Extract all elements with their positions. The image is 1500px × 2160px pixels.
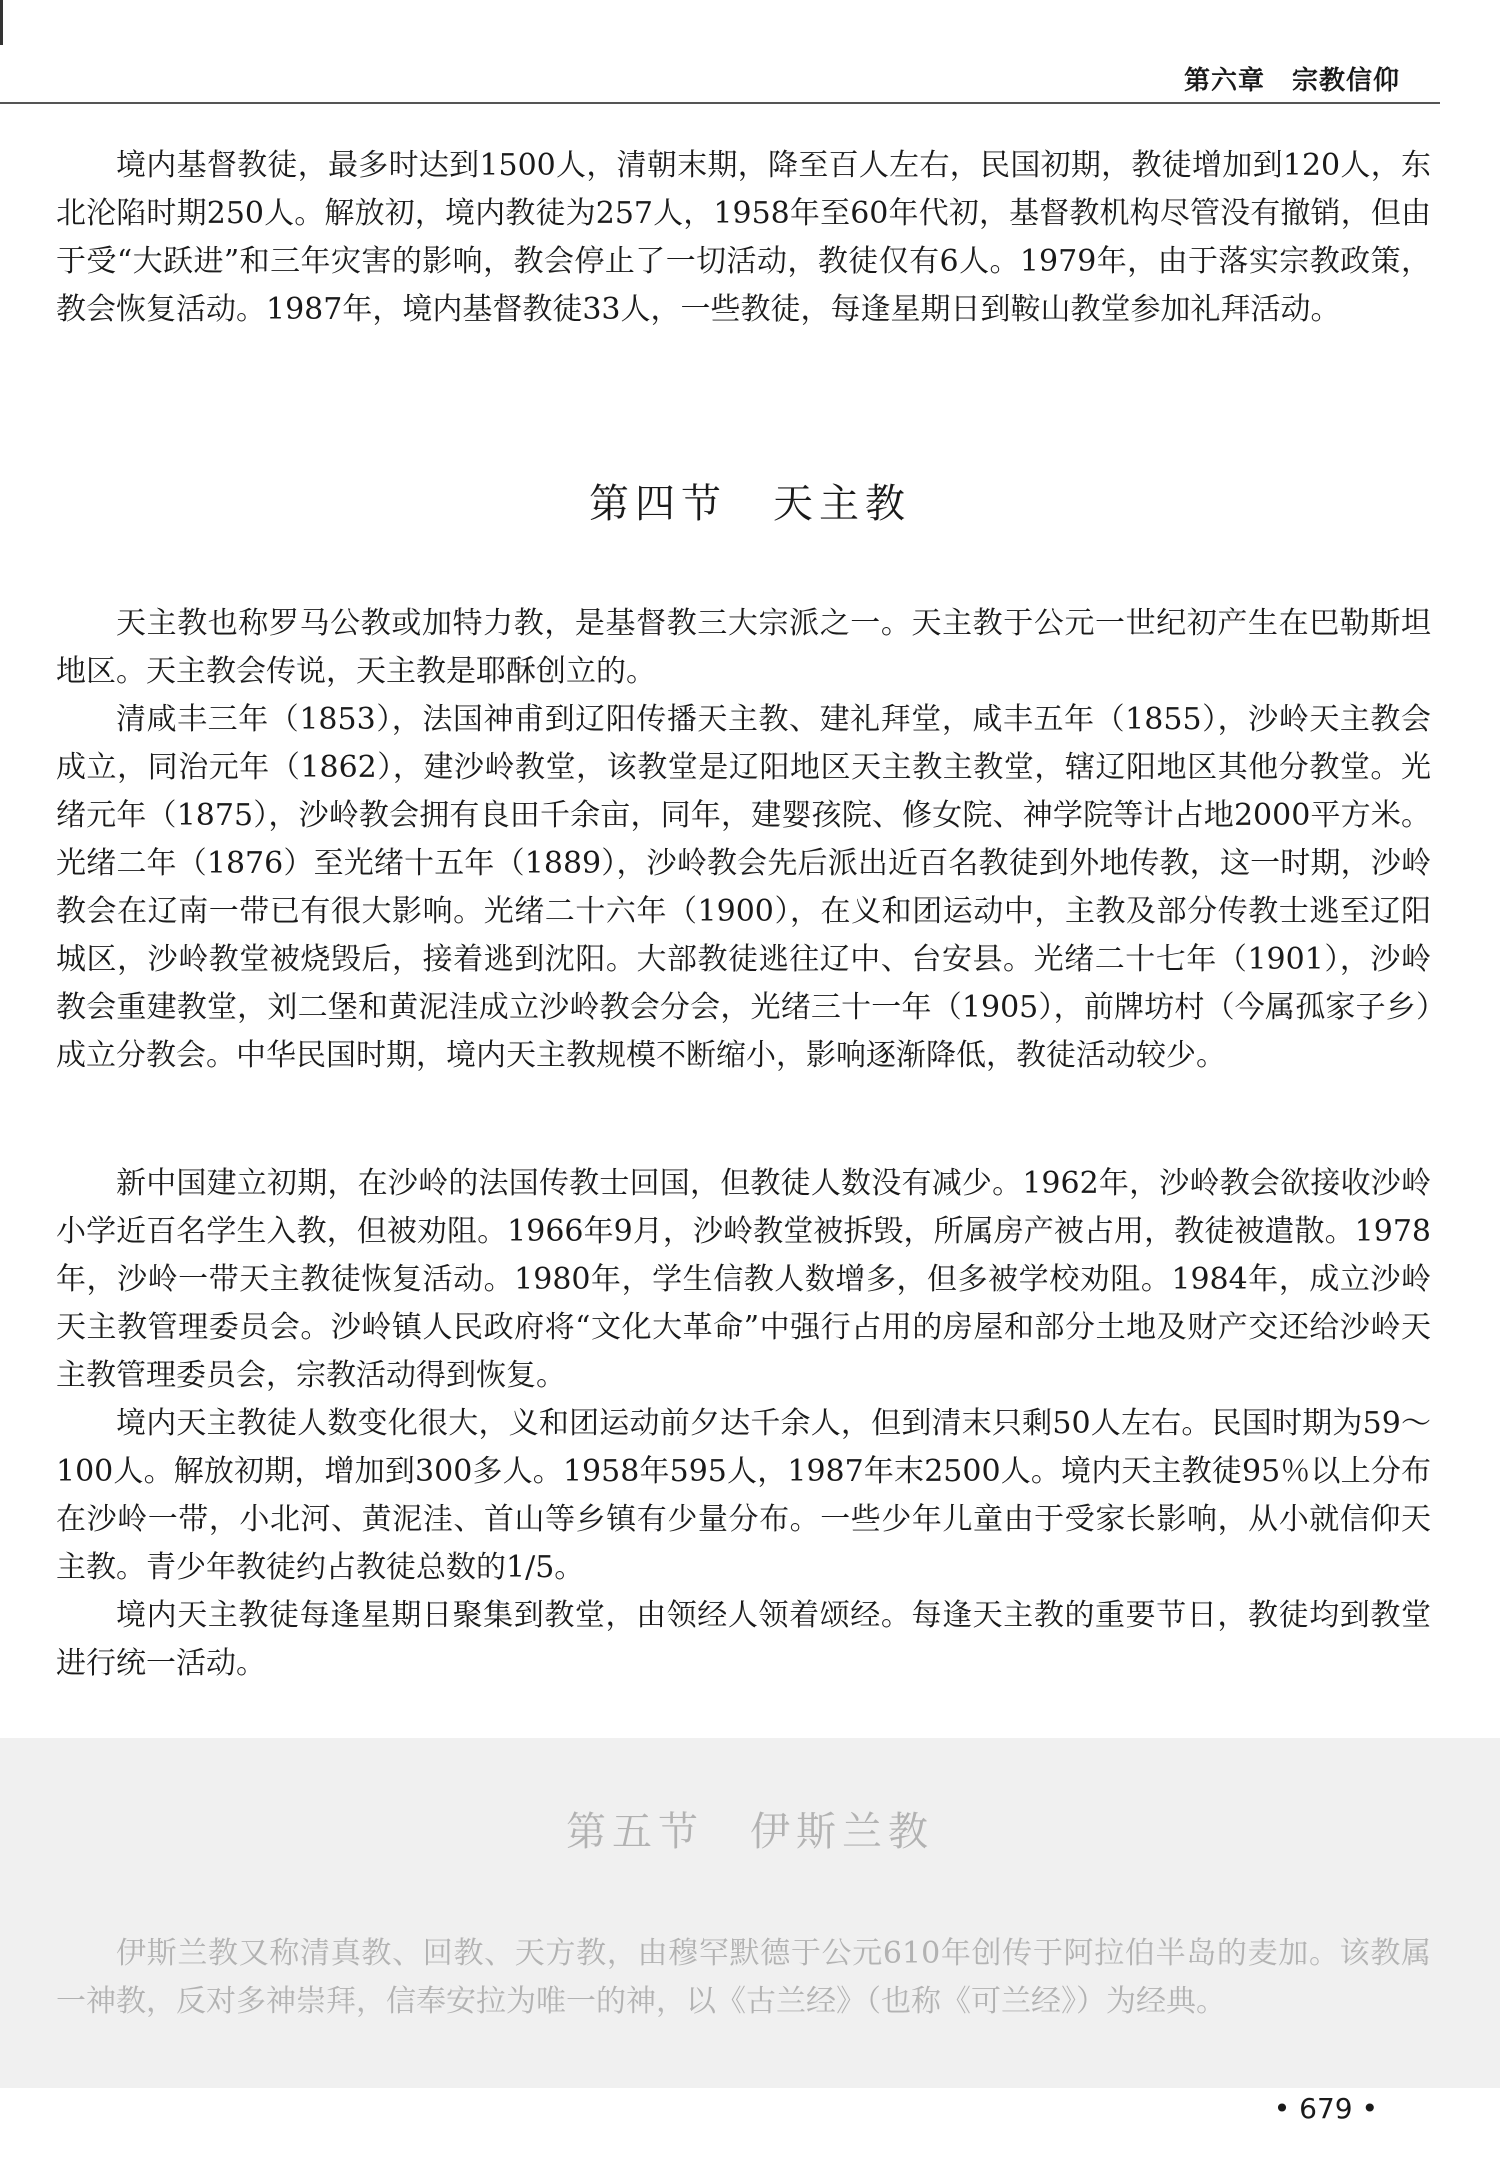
- paragraph-catholicism-population: 境内天主教徒人数变化很大，义和团运动前夕达千余人，但到清末只剩50人左右。民国时期为59～100人。解放初期，增加到300多人。1958年595人，1987年末2500人。境内天主教徒95％以上分布在沙岭一带，小北河、黄泥洼、首山等乡镇有少量分布。一些少年儿童由于受家长影响，从小就信仰天主教。青少年教徒约占教徒总数的1/5。: [56, 1406, 1431, 1585]
- page-number: • 679 •: [1273, 2092, 1378, 2125]
- faded-scan-region: [0, 1738, 1500, 2088]
- paragraph-catholicism-intro: 天主教也称罗马公教或加特力教，是基督教三大宗派之一。天主教于公元一世纪初产生在巴勒斯坦地区。天主教会传说，天主教是耶酥创立的。: [56, 606, 1431, 689]
- paragraph-islam-intro: 伊斯兰教又称清真教、回教、天方教，由穆罕默德于公元610年创传于阿拉伯半岛的麦加。该教属一神教，反对多神崇拜，信奉安拉为唯一的神，以《古兰经》（也称《可兰经》）为经典。: [56, 1936, 1431, 2019]
- header-rule: [0, 102, 1440, 104]
- paragraph-catholicism-history: 清咸丰三年（1853），法国神甫到辽阳传播天主教、建礼拜堂，咸丰五年（1855），沙岭天主教会成立，同治元年（1862），建沙岭教堂，该教堂是辽阳地区天主教主教堂，辖辽阳地区其他分教堂。光绪元年（1875），沙岭教会拥有良田千余亩，同年，建婴孩院、修女院、神学院等计占地2000平方米。光绪二年（1876）至光绪十五年（1889），沙岭教会先后派出近百名教徒到外地传教，这一时期，沙岭教会在辽南一带已有很大影响。光绪二十六年（1900），在义和团运动中，主教及部分传教士逃至辽阳城区，沙岭教堂被烧毁后，接着逃到沈阳。大部教徒逃往辽中、台安县。光绪二十七年（1901），沙岭教会重建教堂，刘二堡和黄泥洼成立沙岭教会分会，光绪三十一年（1905），前牌坊村（今属孤家子乡）成立分教会。中华民国时期，境内天主教规模不断缩小，影响逐渐降低，教徒活动较少。: [56, 702, 1431, 1073]
- running-header: 第六章 宗教信仰: [1183, 66, 1400, 96]
- paragraph-catholicism-modern: 新中国建立初期，在沙岭的法国传教士回国，但教徒人数没有减少。1962年，沙岭教会欲接收沙岭小学近百名学生入教，但被劝阻。1966年9月，沙岭教堂被拆毁，所属房产被占用，教徒被遣散。1978年，沙岭一带天主教徒恢复活动。1980年，学生信教人数增多，但多被学校劝阻。1984年，成立沙岭天主教管理委员会。沙岭镇人民政府将“文化大革命”中强行占用的房屋和部分土地及财产交还给沙岭天主教管理委员会，宗教活动得到恢复。: [56, 1166, 1431, 1393]
- section-title-catholicism: 第四节 天主教: [589, 481, 911, 527]
- section-title-islam: 第五节 伊斯兰教: [566, 1809, 934, 1855]
- paragraph-catholicism-worship: 境内天主教徒每逢星期日聚集到教堂，由领经人领着颂经。每逢天主教的重要节日，教徒均到教堂进行统一活动。: [56, 1598, 1431, 1681]
- scan-edge-mark: [0, 0, 3, 45]
- paragraph-christian-followers: 境内基督教徒，最多时达到1500人，清朝末期，降至百人左右，民国初期，教徒增加到120人，东北沦陷时期250人。解放初，境内教徒为257人，1958年至60年代初，基督教机构尽管没有撤销，但由于受“大跃进”和三年灾害的影响，教会停止了一切活动，教徒仅有6人。1979年，由于落实宗教政策，教会恢复活动。1987年，境内基督教徒33人，一些教徒，每逢星期日到鞍山教堂参加礼拜活动。: [56, 148, 1431, 327]
